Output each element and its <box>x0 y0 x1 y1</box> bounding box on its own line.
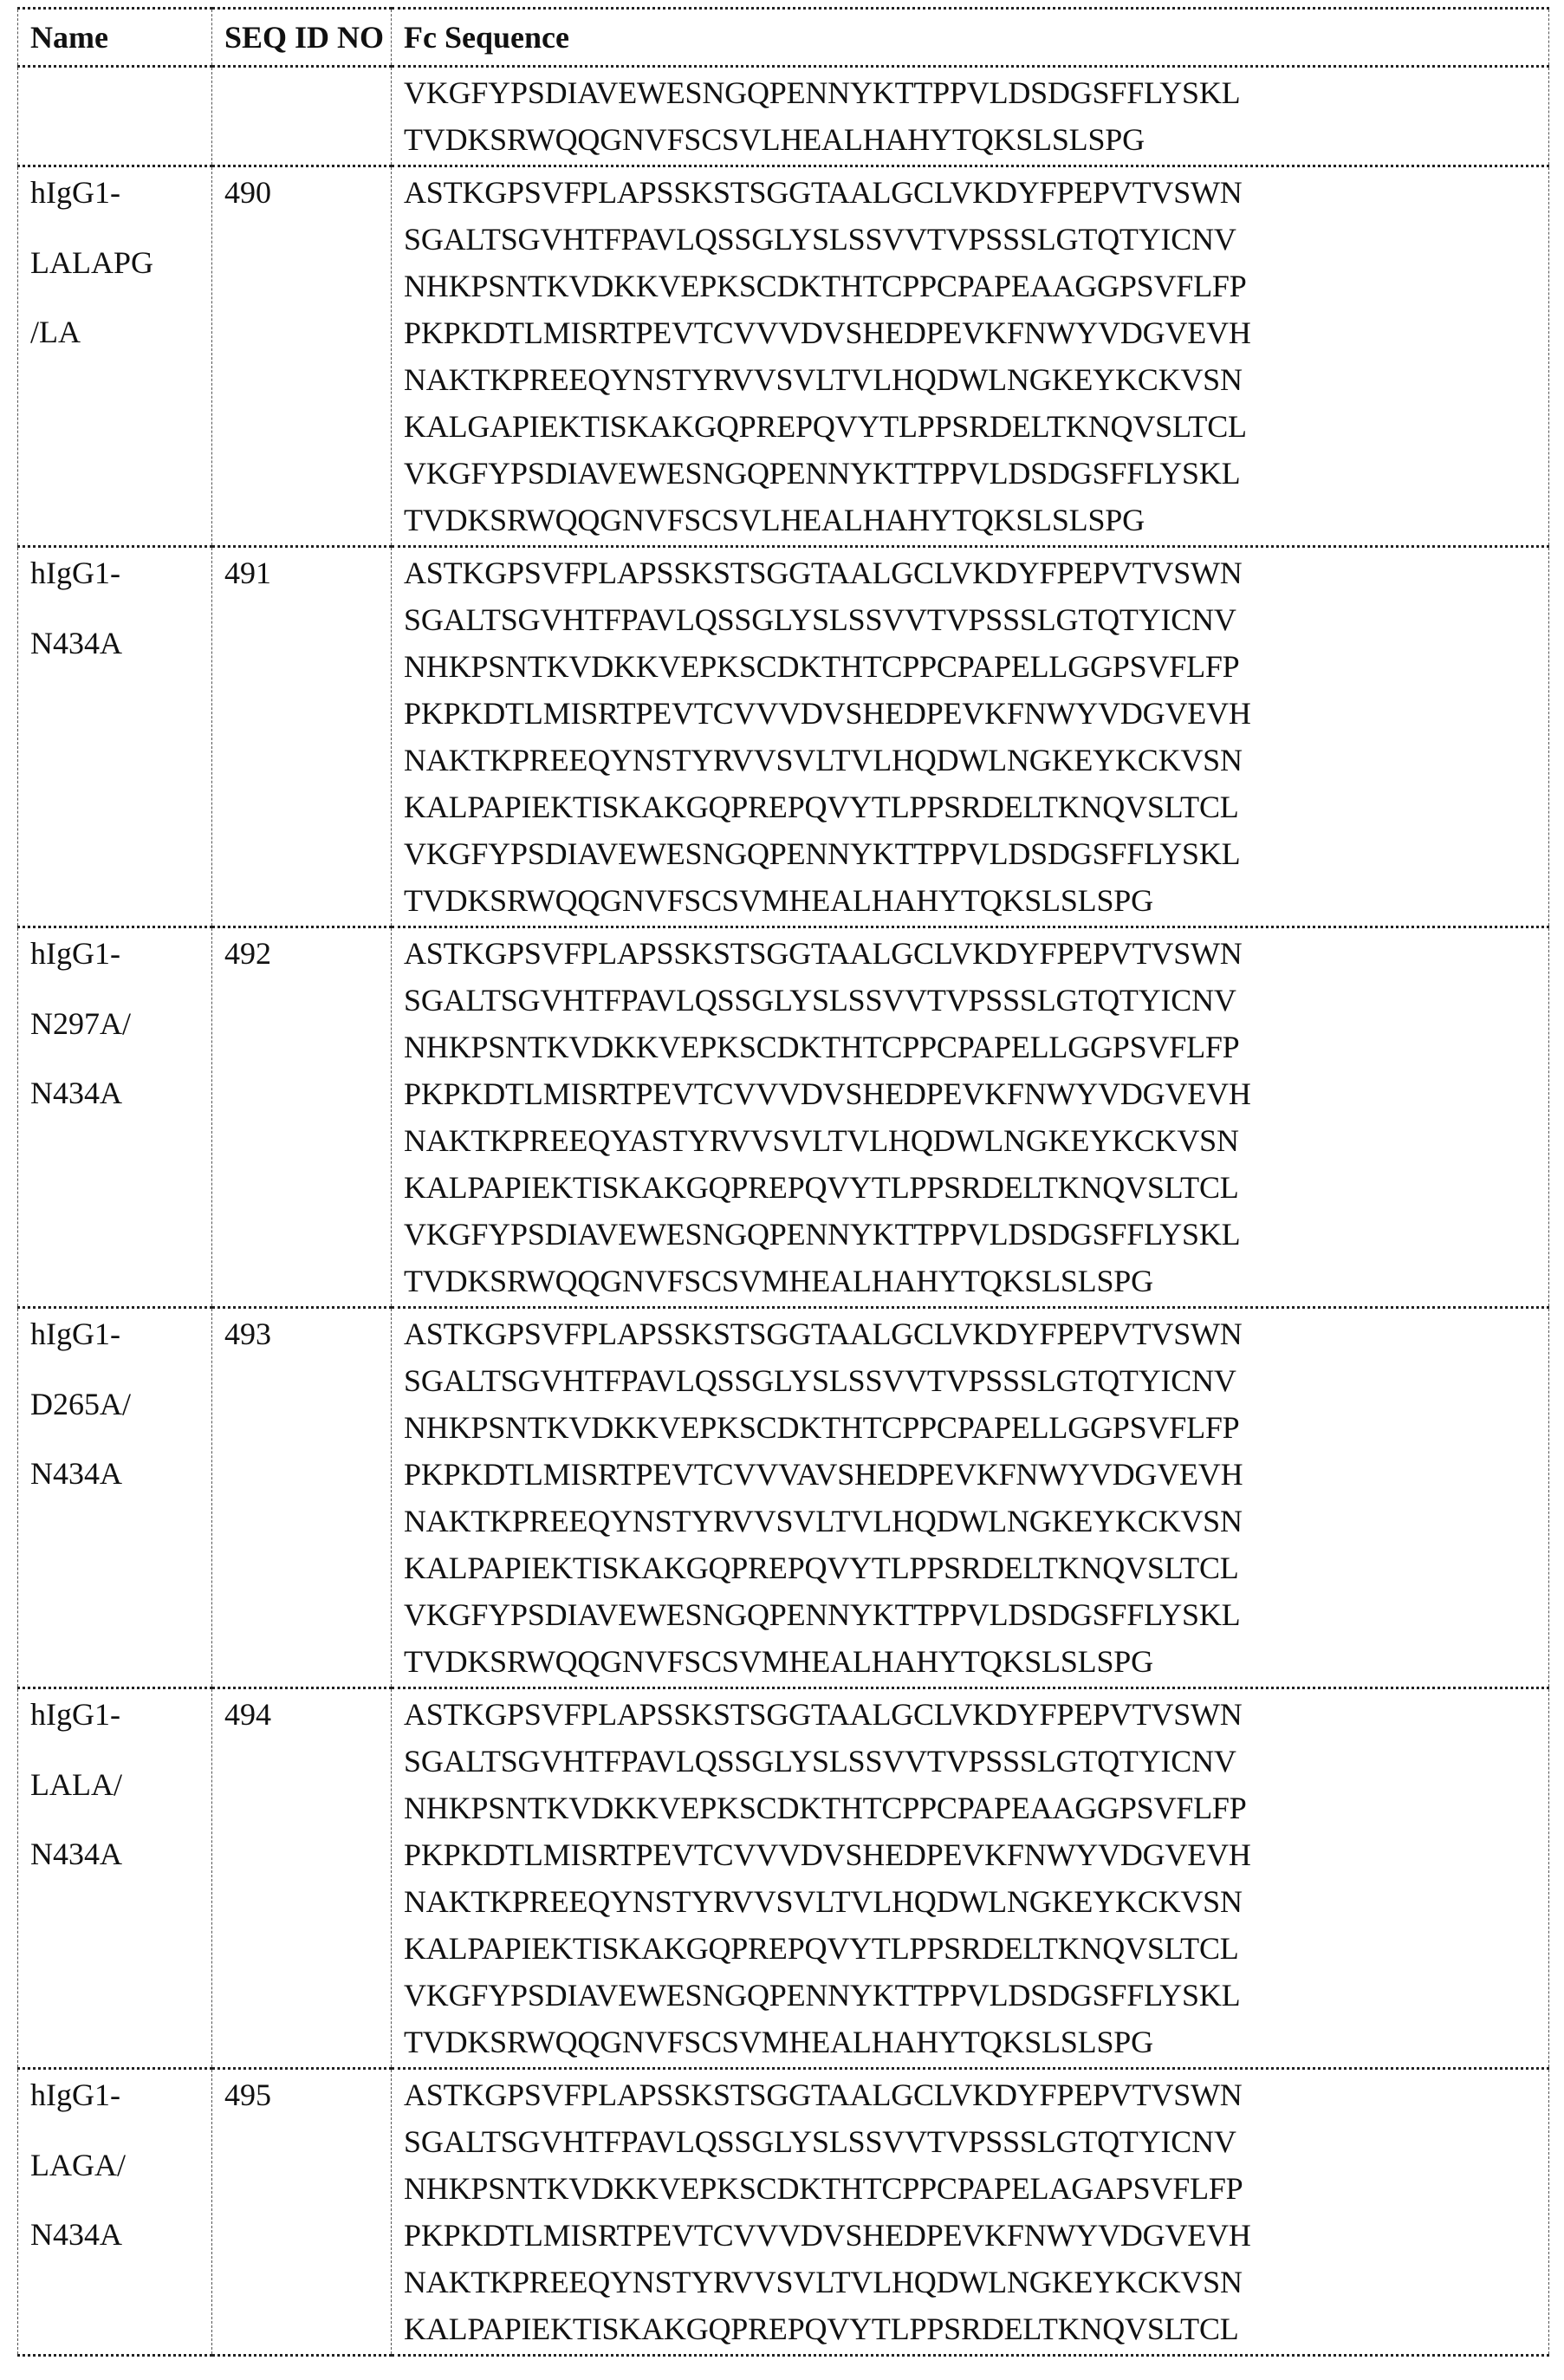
sequence-line: SGALTSGVHTFPAVLQSSGLYSLSSVVTVPSSSLGTQTYICNV <box>404 977 1548 1024</box>
name-line: hIgG1- <box>30 169 211 216</box>
sequence-line: KALPAPIEKTISKAKGQPREPQVYTLPPSRDELTKNQVSLTCL <box>404 1164 1548 1211</box>
sequence-line: TVDKSRWQQGNVFSCSVMHEALHAHYTQKSLSLSPG <box>404 877 1548 924</box>
sequence-line: ASTKGPSVFPLAPSSKSTSGGTAALGCLVKDYFPEPVTVSWN <box>404 930 1548 977</box>
sequence-line: PKPKDTLMISRTPEVTCVVVDVSHEDPEVKFNWYVDGVEVH <box>404 1831 1548 1878</box>
sequence-cell <box>392 2069 1549 2356</box>
name-cell <box>18 67 212 166</box>
sequence-line: NHKPSNTKVDKKVEPKSCDKTHTCPPCPAPELLGGPSVFLFP <box>404 1404 1548 1451</box>
table-row <box>18 1688 1549 2069</box>
seq-id-cell: 492 <box>212 927 392 1308</box>
sequence-line: TVDKSRWQQGNVFSCSVLHEALHAHYTQKSLSLSPG <box>404 497 1548 543</box>
name-line: hIgG1- <box>30 549 211 596</box>
sequence-line: ASTKGPSVFPLAPSSKSTSGGTAALGCLVKDYFPEPVTVSWN <box>404 169 1548 216</box>
name-line: /LA <box>30 297 211 367</box>
sequence-cell <box>392 927 1549 1308</box>
sequence-line: SGALTSGVHTFPAVLQSSGLYSLSSVVTVPSSSLGTQTYICNV <box>404 2118 1548 2165</box>
name-line: N434A <box>30 608 211 678</box>
table-row <box>18 1308 1549 1688</box>
sequence-line: NHKPSNTKVDKKVEPKSCDKTHTCPPCPAPEAAGGPSVFLFP <box>404 1785 1548 1831</box>
name-cell <box>18 1308 212 1688</box>
sequence-line: VKGFYPSDIAVEWESNGQPENNYKTTPPVLDSDGSFFLYSKL <box>404 1972 1548 2019</box>
sequence-line: PKPKDTLMISRTPEVTCVVVDVSHEDPEVKFNWYVDGVEVH <box>404 309 1548 356</box>
sequence-line: ASTKGPSVFPLAPSSKSTSGGTAALGCLVKDYFPEPVTVSWN <box>404 1310 1548 1357</box>
name-line: N297A/ <box>30 989 211 1058</box>
name-cell <box>18 2069 212 2356</box>
seq-id-cell: 490 <box>212 166 392 547</box>
name-line: N434A <box>30 1819 211 1889</box>
sequence-line: SGALTSGVHTFPAVLQSSGLYSLSSVVTVPSSSLGTQTYICNV <box>404 216 1548 263</box>
name-line: N434A <box>30 1058 211 1128</box>
sequence-line: PKPKDTLMISRTPEVTCVVVAVSHEDPEVKFNWYVDGVEVH <box>404 1451 1548 1498</box>
sequence-line: KALPAPIEKTISKAKGQPREPQVYTLPPSRDELTKNQVSLTCL <box>404 1544 1548 1591</box>
name-line: hIgG1- <box>30 1691 211 1738</box>
sequence-cell <box>392 547 1549 927</box>
sequence-line: SGALTSGVHTFPAVLQSSGLYSLSSVVTVPSSSLGTQTYICNV <box>404 1738 1548 1785</box>
header-name: Name <box>18 9 212 67</box>
sequence-line: NHKPSNTKVDKKVEPKSCDKTHTCPPCPAPEAAGGPSVFLFP <box>404 263 1548 309</box>
sequence-cell <box>392 67 1549 166</box>
sequence-line: NAKTKPREEQYNSTYRVVSVLTVLHQDWLNGKEYKCKVSN <box>404 2259 1548 2305</box>
sequence-line: NHKPSNTKVDKKVEPKSCDKTHTCPPCPAPELLGGPSVFLFP <box>404 643 1548 690</box>
sequence-line: NAKTKPREEQYASTYRVVSVLTVLHQDWLNGKEYKCKVSN <box>404 1117 1548 1164</box>
table-row <box>18 547 1549 927</box>
table-row-continuation <box>18 67 1549 166</box>
fc-sequence-table <box>17 7 1549 2357</box>
sequence-line: SGALTSGVHTFPAVLQSSGLYSLSSVVTVPSSSLGTQTYICNV <box>404 596 1548 643</box>
seq-id-cell: 494 <box>212 1688 392 2069</box>
sequence-line: NHKPSNTKVDKKVEPKSCDKTHTCPPCPAPELAGAPSVFLFP <box>404 2165 1548 2212</box>
seq-id-cell: 495 <box>212 2069 392 2356</box>
sequence-line: VKGFYPSDIAVEWESNGQPENNYKTTPPVLDSDGSFFLYSKL <box>404 69 1548 116</box>
sequence-line: ASTKGPSVFPLAPSSKSTSGGTAALGCLVKDYFPEPVTVSWN <box>404 2071 1548 2118</box>
sequence-line: TVDKSRWQQGNVFSCSVMHEALHAHYTQKSLSLSPG <box>404 1258 1548 1304</box>
header-seq-id: SEQ ID NO <box>212 9 392 67</box>
sequence-line: TVDKSRWQQGNVFSCSVLHEALHAHYTQKSLSLSPG <box>404 116 1548 163</box>
name-cell <box>18 927 212 1308</box>
name-line: LALA/ <box>30 1750 211 1819</box>
sequence-line: VKGFYPSDIAVEWESNGQPENNYKTTPPVLDSDGSFFLYSKL <box>404 450 1548 497</box>
name-line: N434A <box>30 2200 211 2269</box>
sequence-line: NHKPSNTKVDKKVEPKSCDKTHTCPPCPAPELLGGPSVFLFP <box>404 1024 1548 1070</box>
name-line: D265A/ <box>30 1369 211 1439</box>
sequence-line: SGALTSGVHTFPAVLQSSGLYSLSSVVTVPSSSLGTQTYICNV <box>404 1357 1548 1404</box>
sequence-line: PKPKDTLMISRTPEVTCVVVDVSHEDPEVKFNWYVDGVEVH <box>404 1070 1548 1117</box>
name-line: LAGA/ <box>30 2130 211 2200</box>
table-row <box>18 927 1549 1308</box>
sequence-line: KALPAPIEKTISKAKGQPREPQVYTLPPSRDELTKNQVSLTCL <box>404 1925 1548 1972</box>
sequence-line: VKGFYPSDIAVEWESNGQPENNYKTTPPVLDSDGSFFLYSKL <box>404 1591 1548 1638</box>
sequence-cell <box>392 1688 1549 2069</box>
table-row <box>18 166 1549 547</box>
seq-id-cell: 493 <box>212 1308 392 1688</box>
name-line: hIgG1- <box>30 1310 211 1357</box>
sequence-line: TVDKSRWQQGNVFSCSVMHEALHAHYTQKSLSLSPG <box>404 2019 1548 2065</box>
name-line: hIgG1- <box>30 2071 211 2118</box>
name-line: N434A <box>30 1439 211 1508</box>
name-cell <box>18 1688 212 2069</box>
sequence-line: KALGAPIEKTISKAKGQPREPQVYTLPPSRDELTKNQVSLTCL <box>404 403 1548 450</box>
name-line: hIgG1- <box>30 930 211 977</box>
table-header-row <box>18 9 1549 67</box>
name-cell <box>18 166 212 547</box>
sequence-line: TVDKSRWQQGNVFSCSVMHEALHAHYTQKSLSLSPG <box>404 1638 1548 1685</box>
sequence-line: ASTKGPSVFPLAPSSKSTSGGTAALGCLVKDYFPEPVTVSWN <box>404 1691 1548 1738</box>
sequence-line: ASTKGPSVFPLAPSSKSTSGGTAALGCLVKDYFPEPVTVSWN <box>404 549 1548 596</box>
sequence-line: KALPAPIEKTISKAKGQPREPQVYTLPPSRDELTKNQVSLTCL <box>404 784 1548 830</box>
header-sequence: Fc Sequence <box>392 9 1549 67</box>
name-line: LALAPG <box>30 228 211 297</box>
sequence-line: VKGFYPSDIAVEWESNGQPENNYKTTPPVLDSDGSFFLYSKL <box>404 830 1548 877</box>
table-row <box>18 2069 1549 2356</box>
sequence-line: NAKTKPREEQYNSTYRVVSVLTVLHQDWLNGKEYKCKVSN <box>404 356 1548 403</box>
sequence-line: PKPKDTLMISRTPEVTCVVVDVSHEDPEVKFNWYVDGVEVH <box>404 2212 1548 2259</box>
sequence-cell <box>392 166 1549 547</box>
sequence-line: VKGFYPSDIAVEWESNGQPENNYKTTPPVLDSDGSFFLYSKL <box>404 1211 1548 1258</box>
name-cell <box>18 547 212 927</box>
sequence-line: NAKTKPREEQYNSTYRVVSVLTVLHQDWLNGKEYKCKVSN <box>404 737 1548 784</box>
sequence-cell <box>392 1308 1549 1688</box>
sequence-line: NAKTKPREEQYNSTYRVVSVLTVLHQDWLNGKEYKCKVSN <box>404 1498 1548 1544</box>
sequence-line: PKPKDTLMISRTPEVTCVVVDVSHEDPEVKFNWYVDGVEVH <box>404 690 1548 737</box>
sequence-line: KALPAPIEKTISKAKGQPREPQVYTLPPSRDELTKNQVSLTCL <box>404 2305 1548 2352</box>
seq-id-cell: 491 <box>212 547 392 927</box>
seq-id-cell <box>212 67 392 166</box>
sequence-line: NAKTKPREEQYNSTYRVVSVLTVLHQDWLNGKEYKCKVSN <box>404 1878 1548 1925</box>
